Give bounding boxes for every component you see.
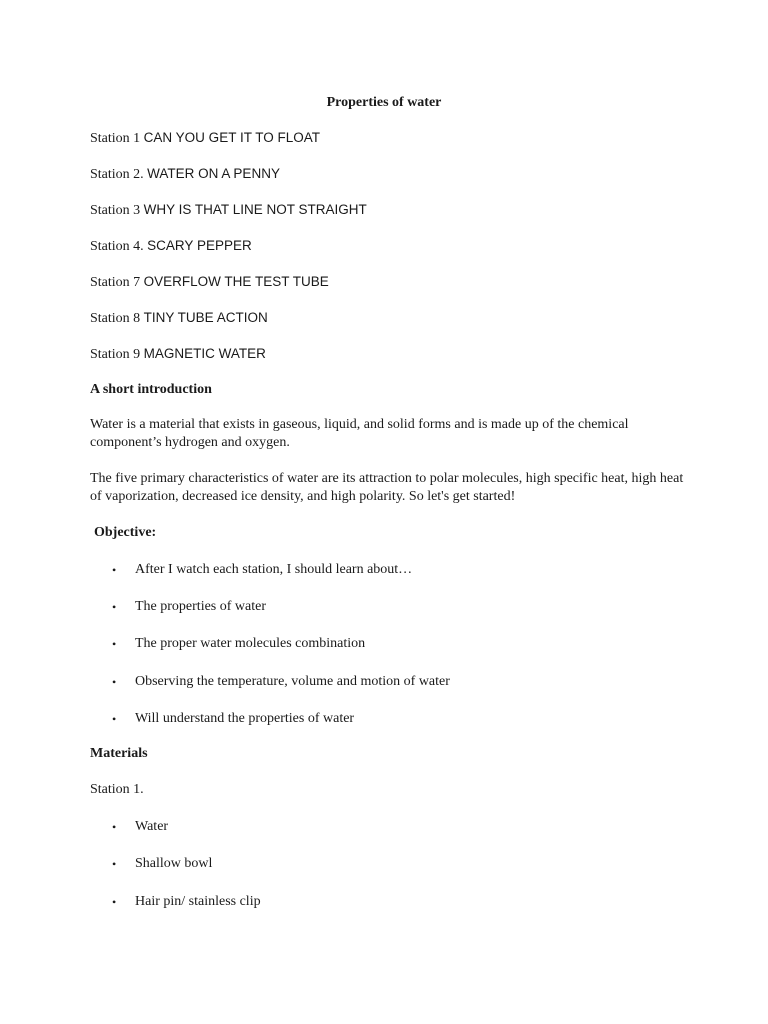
station-name: WHY IS THAT LINE NOT STRAIGHT [143,202,367,217]
objective-item: Will understand the properties of water [135,711,355,726]
station-line [90,129,690,148]
bullet-icon: • [112,637,117,651]
bullet-icon: • [112,895,117,909]
objective-item: Observing the temperature, volume and motion of water [135,674,450,689]
station-number: Station 1 [90,131,141,146]
station-number: Station 3 [90,203,141,218]
document-title: Properties of water [326,95,442,110]
materials-item: Hair pin/ stainless clip [135,894,261,909]
station-number: Station 4. [90,239,144,254]
station-line [90,165,690,184]
station-line [90,309,690,328]
station-number: Station 2. [90,167,144,182]
materials-item: Water [135,819,169,834]
station-name: MAGNETIC WATER [143,346,266,361]
station-line [90,345,690,364]
station-name: SCARY PEPPER [147,238,252,253]
station-number: Station 8 [90,311,141,326]
intro-heading: A short introduction [90,382,212,397]
intro-paragraph: The five primary characteristics of water are its attraction to polar molecules, high specific heat, high heat of vaporization, decreased ice density, and high polarity. So let's get started! [90,471,684,504]
bullet-icon: • [112,563,117,577]
station-name: CAN YOU GET IT TO FLOAT [143,130,320,145]
station-number: Station 7 [90,275,141,290]
station-name: WATER ON A PENNY [147,166,280,181]
objective-heading: Objective: [94,525,157,540]
objective-item: The properties of water [135,599,266,614]
station-number: Station 9 [90,347,141,362]
objective-item: The proper water molecules combination [135,636,366,651]
materials-heading: Materials [90,746,148,761]
station-name: TINY TUBE ACTION [143,310,268,325]
bullet-icon: • [112,712,117,726]
objective-item: After I watch each station, I should learn about… [135,562,413,577]
station-name: OVERFLOW THE TEST TUBE [143,274,329,289]
materials-item: Shallow bowl [135,856,213,871]
station-line [90,237,690,256]
station-line [90,273,690,292]
bullet-icon: • [112,857,117,871]
bullet-icon: • [112,600,117,614]
bullet-icon: • [112,675,117,689]
bullet-icon: • [112,820,117,834]
intro-paragraph: Water is a material that exists in gaseous, liquid, and solid forms and is made up of the chemical component’s hydrogen and oxygen. [90,417,629,450]
station-line [90,201,690,220]
materials-station-label: Station 1. [90,782,144,797]
